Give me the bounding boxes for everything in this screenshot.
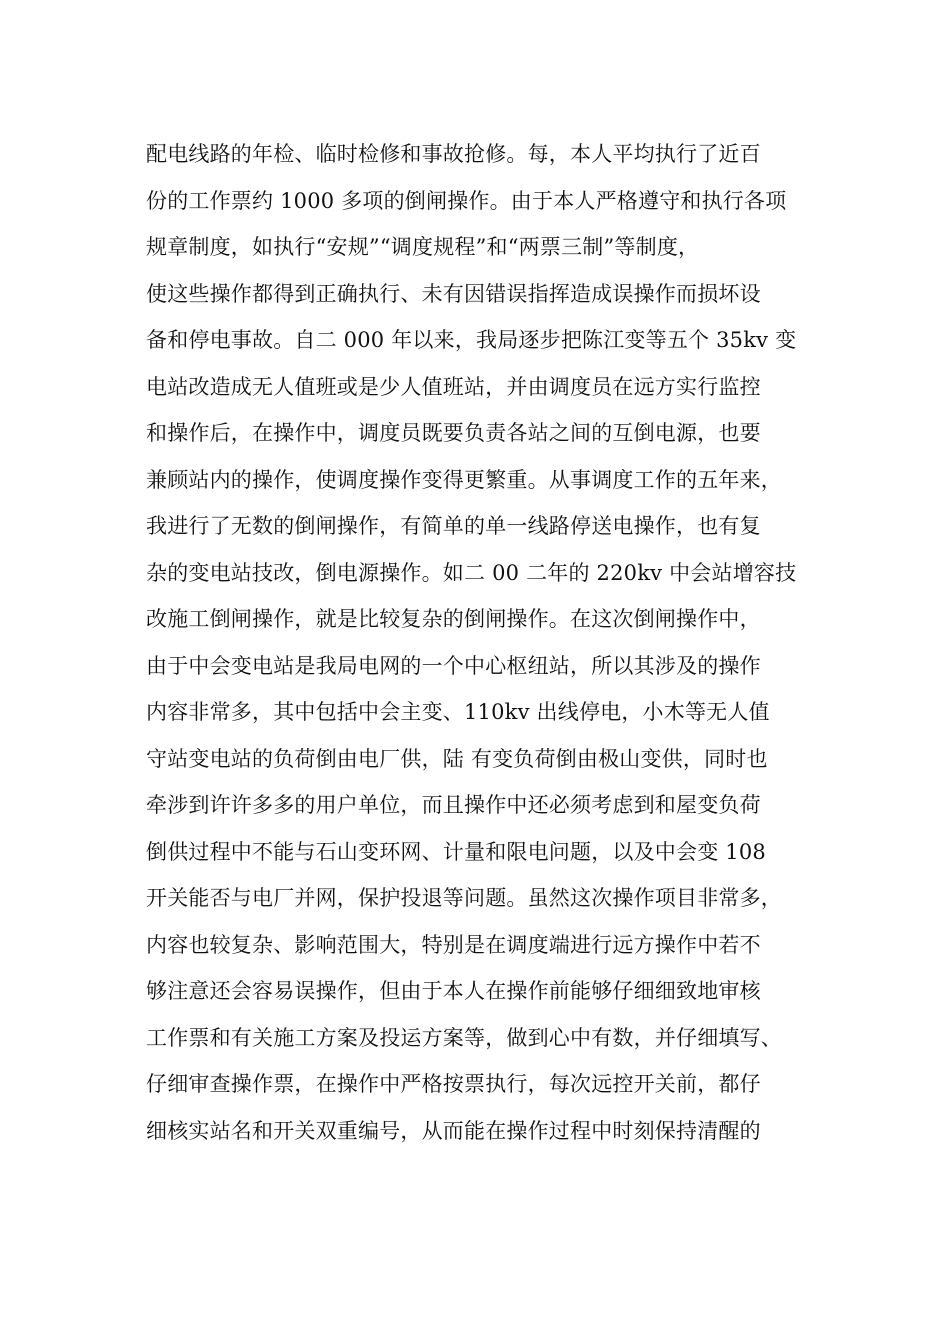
- text-line: 够注意还会容易误操作，但由于本人在操作前能够仔细细致地审核: [146, 979, 761, 1003]
- text-line: 开关能否与电厂并网，保护投退等问题。虽然这次操作项目非常多，: [146, 886, 782, 910]
- text-line: 份的工作票约 1000 多项的倒闸操作。由于本人严格遵守和执行各项: [146, 188, 787, 213]
- text-line: 我进行了无数的倒闸操作，有简单的单一线路停送电操作，也有复: [146, 514, 761, 538]
- text-line: 倒供过程中不能与石山变环网、计量和限电问题，以及中会变 108: [146, 839, 766, 864]
- text-line: 内容也较复杂、影响范围大，特别是在调度端进行远方操作中若不: [146, 932, 761, 957]
- text-line: 规章制度，如执行“安规”“调度规程”和“两票三制”等制度，: [146, 235, 700, 259]
- text-line: 内容非常多，其中包括中会主变、110kv 出线停电，小木等无人值: [146, 700, 770, 724]
- text-line: 改施工倒闸操作，就是比较复杂的倒闸操作。在这次倒闸操作中，: [146, 607, 761, 631]
- text-line: 备和停电事故。自二 000 年以来，我局逐步把陈江变等五个 35kv 变: [146, 328, 797, 352]
- text-line: 牵涉到许许多多的用户单位，而且操作中还必须考虑到和屋变负荷: [146, 793, 761, 817]
- text-line: 和操作后，在操作中，调度员既要负责各站之间的互倒电源，也要: [146, 421, 761, 445]
- body-text: [146, 131, 836, 1154]
- text-line: 工作票和有关施工方案及投运方案等，做到心中有数，并仔细填写、: [146, 1025, 782, 1050]
- text-line: 兼顾站内的操作，使调度操作变得更繁重。从事调度工作的五年来，: [146, 467, 782, 492]
- text-line: 电站改造成无人值班或是少人值班站，并由调度员在远方实行监控: [146, 374, 761, 399]
- text-line: 仔细审查操作票，在操作中严格按票执行，每次远控开关前，都仔: [146, 1072, 761, 1096]
- text-line: 配电线路的年检、临时检修和事故抢修。每，本人平均执行了近百: [146, 142, 761, 166]
- text-line: 杂的变电站技改，倒电源操作。如二 00 二年的 220kv 中会站增容技: [146, 560, 797, 585]
- text-line: 由于中会变电站是我局电网的一个中心枢纽站，所以其涉及的操作: [146, 653, 761, 678]
- text-line: 使这些操作都得到正确执行、未有因错误指挥造成误操作而损坏设: [146, 281, 761, 306]
- text-line: 细核实站名和开关双重编号，从而能在操作过程中时刻保持清醒的: [146, 1118, 761, 1143]
- text-line: 守站变电站的负荷倒由电厂供，陆 有变负荷倒由极山变供，同时也: [146, 746, 768, 771]
